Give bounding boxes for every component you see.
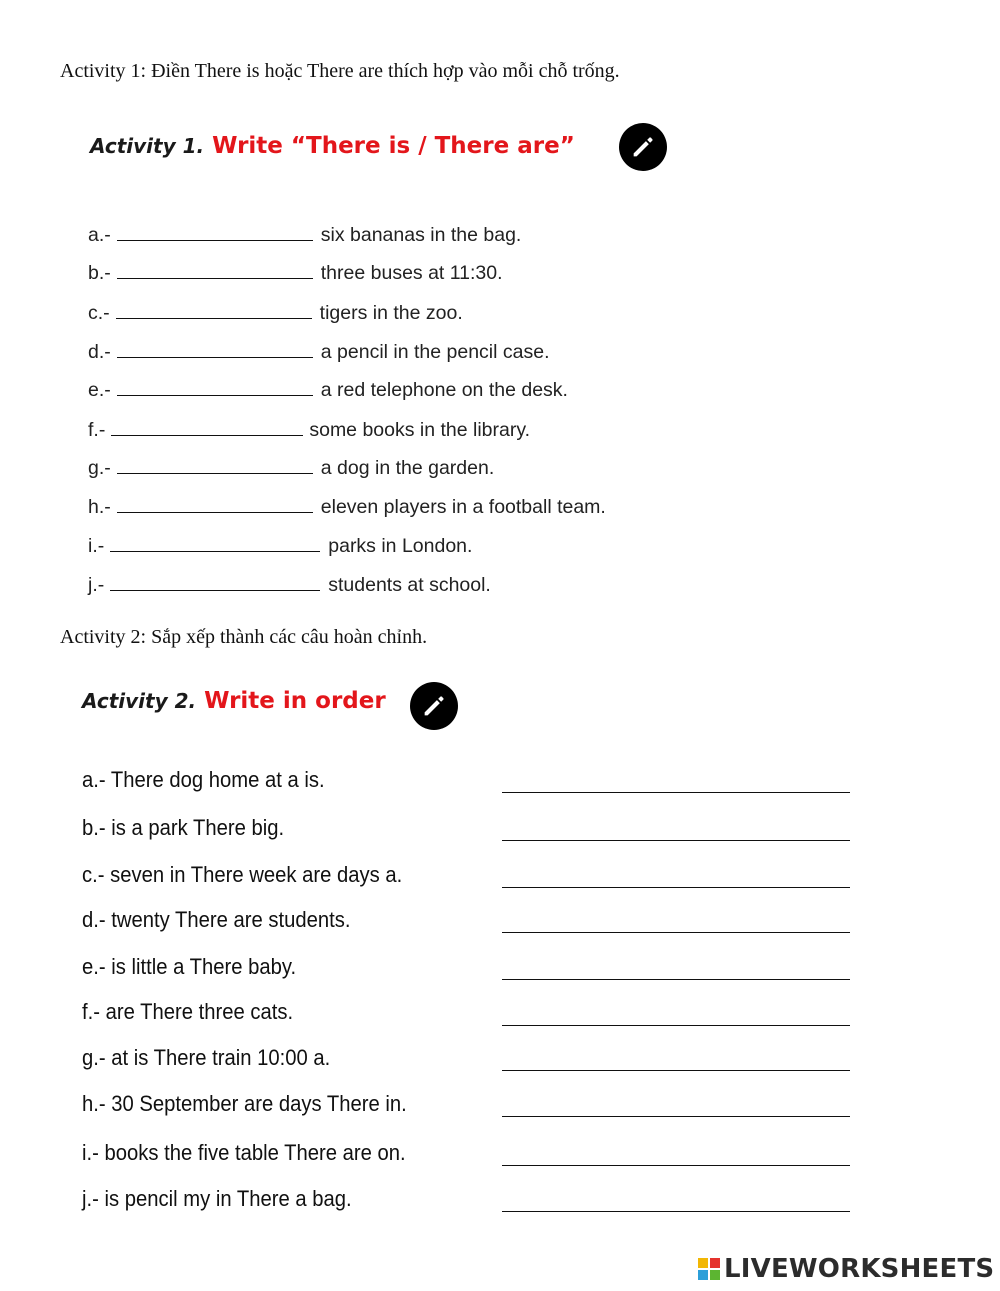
- item-text: a dog in the garden.: [320, 457, 495, 479]
- answer-blank[interactable]: [117, 260, 313, 279]
- activity2-item: h.- 30 September are days There in.: [82, 1091, 407, 1116]
- answer-line[interactable]: [502, 979, 850, 980]
- item-text: eleven players in a football team.: [320, 496, 606, 518]
- answer-blank[interactable]: [117, 455, 313, 474]
- answer-blank[interactable]: [116, 300, 312, 319]
- activity1-instruction: Activity 1: Điền There is hoặc There are thích hợp vào mỗi chỗ trống.: [60, 60, 620, 82]
- activity2-heading-title: Write in order: [204, 688, 386, 714]
- activity2-instruction: Activity 2: Sắp xếp thành các câu hoàn chỉnh.: [60, 626, 428, 648]
- item-letter: h.-: [88, 496, 111, 518]
- answer-blank[interactable]: [110, 533, 320, 552]
- answer-blank[interactable]: [111, 417, 303, 436]
- answer-line[interactable]: [502, 887, 850, 888]
- item-text: a pencil in the pencil case.: [320, 341, 550, 363]
- logo-text: LIVEWORKSHEETS: [724, 1254, 995, 1284]
- item-letter: d.-: [88, 341, 111, 363]
- pencil-icon: [619, 123, 667, 171]
- activity2-item: a.- There dog home at a is.: [82, 767, 325, 792]
- item-letter: f.-: [88, 419, 106, 441]
- activity2-item: g.- at is There train 10:00 a.: [82, 1045, 331, 1070]
- item-letter: i.-: [88, 535, 105, 557]
- activity2-item: i.- books the five table There are on.: [82, 1140, 406, 1165]
- activity2-item: e.- is little a There baby.: [82, 954, 297, 979]
- activity1-heading-label: Activity 1.: [90, 134, 205, 158]
- item-text: three buses at 11:30.: [320, 262, 503, 284]
- answer-blank[interactable]: [117, 339, 313, 358]
- item-letter: a.-: [88, 224, 111, 246]
- liveworksheets-logo: [698, 1252, 994, 1286]
- item-text: a red telephone on the desk.: [320, 379, 568, 401]
- item-letter: c.-: [88, 302, 110, 324]
- item-letter: b.-: [88, 262, 111, 284]
- activity2-item: c.- seven in There week are days a.: [82, 862, 403, 887]
- activity2-item: j.- is pencil my in There a bag.: [82, 1186, 352, 1211]
- answer-blank[interactable]: [117, 222, 313, 241]
- answer-line[interactable]: [502, 932, 850, 933]
- answer-line[interactable]: [502, 1070, 850, 1071]
- item-text: six bananas in the bag.: [320, 224, 522, 246]
- activity2-item: f.- are There three cats.: [82, 999, 294, 1024]
- activity1-heading-title: Write “There is / There are”: [212, 133, 575, 159]
- pencil-icon: [410, 682, 458, 730]
- item-text: students at school.: [328, 574, 491, 596]
- item-text: some books in the library.: [309, 419, 531, 441]
- activity1-item: [88, 300, 463, 326]
- answer-line[interactable]: [502, 1116, 850, 1117]
- activity1-item: [88, 339, 550, 365]
- answer-blank[interactable]: [110, 572, 320, 591]
- activity1-item: [88, 222, 521, 248]
- activity1-heading: [90, 133, 575, 159]
- activity1-item: [88, 533, 472, 559]
- item-letter: g.-: [88, 457, 111, 479]
- answer-blank[interactable]: [117, 377, 313, 396]
- activity1-item: [88, 572, 491, 598]
- item-letter: e.-: [88, 379, 111, 401]
- answer-line[interactable]: [502, 1211, 850, 1212]
- answer-line[interactable]: [502, 1165, 850, 1166]
- item-text: tigers in the zoo.: [319, 302, 463, 324]
- item-letter: j.-: [88, 574, 105, 596]
- activity2-item: d.- twenty There are students.: [82, 907, 351, 932]
- activity2-heading-label: Activity 2.: [82, 689, 197, 713]
- answer-line[interactable]: [502, 840, 850, 841]
- activity2-heading: [82, 688, 386, 714]
- activity1-item: [88, 455, 494, 481]
- answer-line[interactable]: [502, 1025, 850, 1026]
- activity1-item: [88, 417, 530, 443]
- activity1-item: [88, 494, 606, 520]
- answer-line[interactable]: [502, 792, 850, 793]
- activity1-item: [88, 377, 568, 403]
- item-text: parks in London.: [328, 535, 473, 557]
- answer-blank[interactable]: [117, 494, 313, 513]
- logo-cubes-icon: [698, 1258, 720, 1280]
- activity2-item: b.- is a park There big.: [82, 815, 285, 840]
- activity1-item: [88, 260, 503, 286]
